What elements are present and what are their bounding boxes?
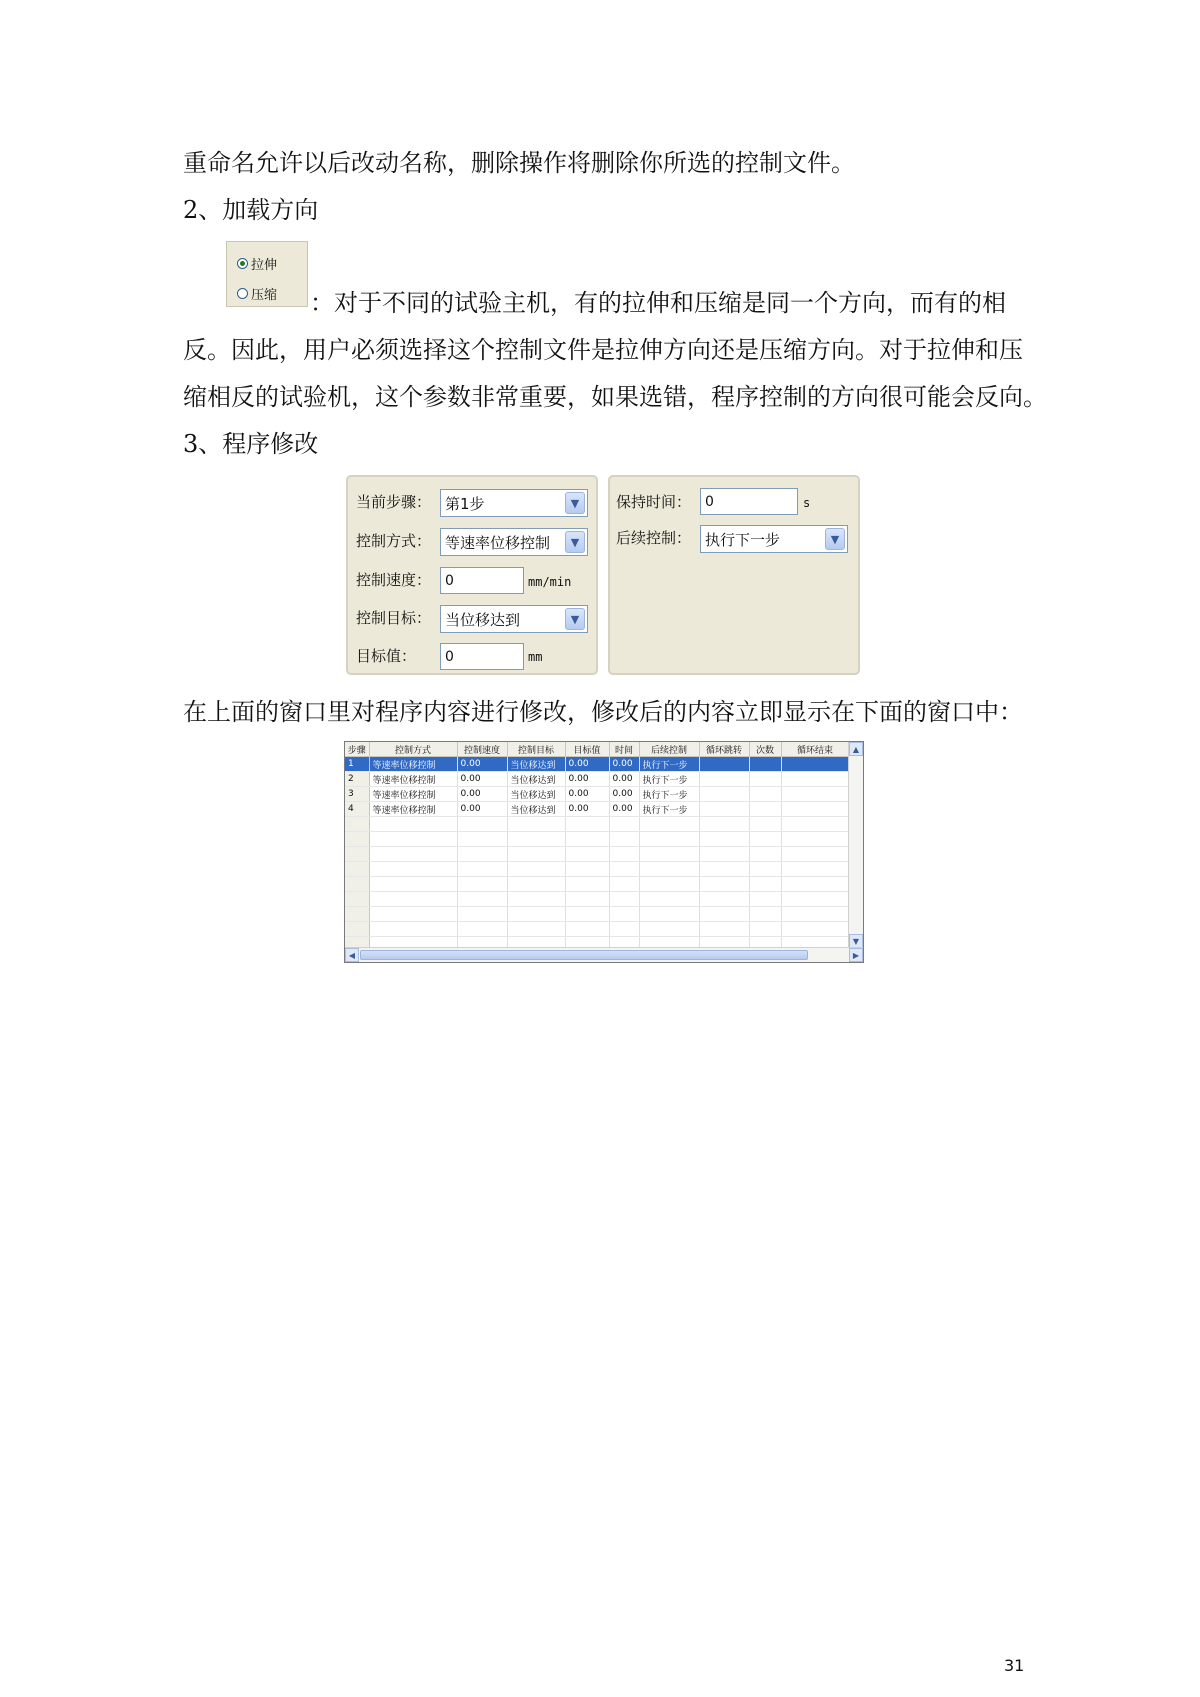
table-cell[interactable]: 0.00 [457, 802, 507, 817]
table-row[interactable] [345, 772, 849, 787]
table-cell[interactable]: 0.00 [609, 787, 639, 802]
table-cell[interactable] [565, 847, 609, 862]
table-cell[interactable] [457, 817, 507, 832]
next-control-label: 后续控制： [616, 529, 692, 547]
table-cell[interactable] [457, 892, 507, 907]
control-speed-label: 控制速度： [356, 571, 432, 589]
table-cell[interactable] [609, 817, 639, 832]
table-row[interactable] [345, 877, 849, 892]
table-cell[interactable] [639, 832, 699, 847]
target-value-value: 0 [445, 648, 454, 665]
table-row[interactable] [345, 907, 849, 922]
page-number: 31 [1004, 1656, 1025, 1675]
table-cell[interactable]: 当位移达到 [507, 757, 565, 772]
column-header[interactable]: 循环结束 [781, 742, 849, 757]
table-cell[interactable]: 等速率位移控制 [369, 757, 457, 772]
row-index-cell[interactable] [345, 817, 369, 832]
table-cell[interactable] [639, 862, 699, 877]
table-cell[interactable] [639, 907, 699, 922]
table-cell[interactable] [781, 862, 849, 877]
control-mode-value: 等速率位移控制 [445, 533, 551, 552]
table-cell[interactable] [457, 907, 507, 922]
table-cell[interactable] [507, 907, 565, 922]
table-cell[interactable] [639, 892, 699, 907]
table-cell[interactable]: 等速率位移控制 [369, 802, 457, 817]
paragraph-edit-description: 在上面的窗口里对程序内容进行修改，修改后的内容立即显示在下面的窗口中： [183, 698, 1023, 726]
table-cell[interactable] [507, 832, 565, 847]
load-direction-panel [226, 241, 308, 307]
table-cell[interactable]: 0.00 [609, 757, 639, 772]
hold-time-input[interactable] [700, 488, 798, 515]
table-cell[interactable] [749, 877, 781, 892]
control-target-label: 控制目标： [356, 609, 432, 627]
table-cell[interactable] [369, 847, 457, 862]
table-cell[interactable] [749, 847, 781, 862]
table-cell[interactable] [507, 892, 565, 907]
chevron-down-icon[interactable]: ▼ [565, 531, 585, 553]
control-speed-input[interactable] [440, 567, 524, 594]
scroll-down-icon[interactable]: ▼ [849, 934, 863, 948]
table-cell[interactable] [565, 922, 609, 937]
table-cell[interactable] [781, 817, 849, 832]
radio-label-compression: 压缩 [251, 288, 278, 303]
row-index-cell[interactable] [345, 907, 369, 922]
next-control-select[interactable] [700, 525, 848, 553]
table-cell[interactable] [781, 832, 849, 847]
table-row[interactable] [345, 892, 849, 907]
vertical-scrollbar[interactable] [848, 742, 863, 948]
table-cell[interactable] [507, 847, 565, 862]
table-cell[interactable] [565, 907, 609, 922]
table-cell[interactable] [699, 847, 749, 862]
column-header[interactable]: 次数 [749, 742, 781, 757]
table-cell[interactable] [609, 907, 639, 922]
table-cell[interactable]: 0.00 [565, 802, 609, 817]
row-index-cell[interactable]: 1 [345, 757, 369, 772]
table-cell[interactable] [749, 832, 781, 847]
table-cell[interactable] [749, 757, 781, 772]
table-cell[interactable]: 0.00 [565, 757, 609, 772]
table-cell[interactable]: 0.00 [609, 772, 639, 787]
table-cell[interactable] [749, 862, 781, 877]
table-cell[interactable] [507, 877, 565, 892]
table-cell[interactable] [639, 817, 699, 832]
table-cell[interactable] [781, 787, 849, 802]
table-cell[interactable] [369, 817, 457, 832]
target-value-input[interactable] [440, 643, 524, 670]
table-cell[interactable]: 0.00 [457, 772, 507, 787]
heading-load-direction: 2、加载方向 [183, 196, 319, 224]
row-index-cell[interactable] [345, 832, 369, 847]
control-target-select[interactable] [440, 605, 588, 633]
radio-checked-icon [237, 258, 248, 269]
table-cell[interactable] [609, 877, 639, 892]
column-header[interactable]: 步骤 [345, 742, 369, 757]
left-group [346, 475, 598, 675]
table-cell[interactable] [457, 862, 507, 877]
paragraph-direction-line3: 缩相反的试验机，这个参数非常重要，如果选错，程序控制的方向很可能会反向。 [183, 383, 1047, 411]
radio-unchecked-icon [237, 288, 248, 299]
table-cell[interactable]: 当位移达到 [507, 802, 565, 817]
table-cell[interactable] [565, 817, 609, 832]
table-cell[interactable] [609, 892, 639, 907]
row-index-cell[interactable]: 4 [345, 802, 369, 817]
table-cell[interactable] [699, 817, 749, 832]
column-header[interactable]: 目标值 [565, 742, 609, 757]
control-mode-select[interactable] [440, 528, 588, 556]
table-cell[interactable] [749, 802, 781, 817]
table-cell[interactable] [699, 772, 749, 787]
table-cell[interactable] [565, 892, 609, 907]
table-cell[interactable] [639, 877, 699, 892]
table-cell[interactable] [699, 802, 749, 817]
next-control-value: 执行下一步 [705, 530, 781, 549]
control-speed-unit: mm/min [528, 575, 572, 589]
table-cell[interactable] [639, 922, 699, 937]
table-cell[interactable]: 当位移达到 [507, 772, 565, 787]
control-mode-label: 控制方式： [356, 532, 432, 550]
scroll-right-icon[interactable]: ▶ [849, 948, 863, 962]
row-index-cell[interactable] [345, 892, 369, 907]
table-cell[interactable] [749, 817, 781, 832]
table-cell[interactable] [749, 922, 781, 937]
table-cell[interactable] [609, 922, 639, 937]
column-header[interactable]: 后续控制 [639, 742, 699, 757]
column-header[interactable]: 时间 [609, 742, 639, 757]
table-cell[interactable] [457, 877, 507, 892]
table-cell[interactable] [699, 922, 749, 937]
table-cell[interactable] [781, 877, 849, 892]
table-cell[interactable] [369, 922, 457, 937]
table-row[interactable] [345, 817, 849, 832]
table-cell[interactable] [699, 832, 749, 847]
current-step-label: 当前步骤： [356, 493, 432, 511]
table-row[interactable] [345, 832, 849, 847]
hold-time-value: 0 [705, 493, 714, 510]
table-cell[interactable] [507, 922, 565, 937]
table-cell[interactable] [507, 862, 565, 877]
chevron-down-icon[interactable]: ▼ [825, 528, 845, 550]
scroll-up-icon[interactable]: ▲ [849, 742, 863, 756]
scroll-thumb[interactable] [360, 950, 808, 960]
current-step-value: 第1步 [445, 494, 485, 513]
table-cell[interactable] [369, 907, 457, 922]
table-cell[interactable] [507, 817, 565, 832]
table-cell[interactable] [781, 847, 849, 862]
table-row[interactable] [345, 922, 849, 937]
table-cell[interactable] [369, 892, 457, 907]
table-cell[interactable]: 执行下一步 [639, 802, 699, 817]
table-cell[interactable]: 当位移达到 [507, 787, 565, 802]
table-cell[interactable] [749, 787, 781, 802]
table-cell[interactable] [609, 862, 639, 877]
table-cell[interactable] [699, 757, 749, 772]
table-cell[interactable]: 0.00 [565, 772, 609, 787]
table-cell[interactable] [749, 892, 781, 907]
table-cell[interactable] [609, 847, 639, 862]
table-row[interactable] [345, 802, 849, 817]
table-cell[interactable]: 0.00 [457, 787, 507, 802]
table-cell[interactable] [457, 922, 507, 937]
row-index-cell[interactable] [345, 922, 369, 937]
column-header[interactable]: 循环跳转 [699, 742, 749, 757]
radio-option-tension[interactable] [237, 254, 277, 273]
table-cell[interactable] [369, 877, 457, 892]
table-cell[interactable] [699, 787, 749, 802]
hold-time-label: 保持时间： [616, 493, 692, 511]
program-edit-panel [346, 475, 860, 677]
radio-option-compression[interactable] [237, 284, 277, 303]
table-cell[interactable]: 执行下一步 [639, 757, 699, 772]
table-cell[interactable] [457, 847, 507, 862]
table-cell[interactable] [565, 877, 609, 892]
table-cell[interactable]: 执行下一步 [639, 787, 699, 802]
table-cell[interactable] [781, 922, 849, 937]
table-cell[interactable] [699, 907, 749, 922]
horizontal-scrollbar[interactable] [345, 947, 863, 962]
row-index-cell[interactable]: 3 [345, 787, 369, 802]
table-cell[interactable]: 0.00 [565, 787, 609, 802]
right-group [608, 475, 860, 675]
table-cell[interactable] [639, 847, 699, 862]
hold-time-unit: s [803, 496, 811, 510]
column-header[interactable]: 控制目标 [507, 742, 565, 757]
chevron-down-icon[interactable]: ▼ [565, 608, 585, 630]
table-cell[interactable]: 等速率位移控制 [369, 772, 457, 787]
step-table[interactable] [345, 742, 850, 952]
table-cell[interactable] [369, 832, 457, 847]
target-value-unit: mm [528, 650, 543, 664]
paragraph-rename-delete: 重命名允许以后改动名称，删除操作将删除你所选的控制文件。 [183, 149, 855, 177]
table-row[interactable] [345, 757, 849, 772]
table-cell[interactable] [565, 832, 609, 847]
heading-program-edit: 3、程序修改 [183, 430, 319, 458]
row-index-cell[interactable] [345, 862, 369, 877]
table-cell[interactable]: 执行下一步 [639, 772, 699, 787]
table-header-row [345, 742, 849, 757]
scroll-left-icon[interactable]: ◀ [345, 948, 359, 962]
table-cell[interactable] [749, 907, 781, 922]
control-speed-value: 0 [445, 572, 454, 589]
step-table-window [344, 741, 864, 963]
table-cell[interactable] [781, 892, 849, 907]
target-value-label: 目标值： [356, 647, 417, 665]
control-target-value: 当位移达到 [445, 610, 521, 629]
table-cell[interactable] [699, 862, 749, 877]
paragraph-direction-line2: 反。因此，用户必须选择这个控制文件是拉伸方向还是压缩方向。对于拉伸和压 [183, 336, 1023, 364]
table-cell[interactable]: 0.00 [609, 802, 639, 817]
row-index-cell[interactable] [345, 847, 369, 862]
table-cell[interactable] [609, 832, 639, 847]
table-cell[interactable]: 等速率位移控制 [369, 787, 457, 802]
table-cell[interactable] [369, 862, 457, 877]
table-cell[interactable] [781, 757, 849, 772]
table-cell[interactable] [565, 862, 609, 877]
table-cell[interactable]: 0.00 [457, 757, 507, 772]
current-step-select[interactable] [440, 489, 588, 517]
paragraph-direction-line1: ：对于不同的试验主机，有的拉伸和压缩是同一个方向，而有的相 [310, 289, 1006, 317]
table-row[interactable] [345, 787, 849, 802]
column-header[interactable]: 控制速度 [457, 742, 507, 757]
row-index-cell[interactable] [345, 877, 369, 892]
row-index-cell[interactable]: 2 [345, 772, 369, 787]
column-header[interactable]: 控制方式 [369, 742, 457, 757]
radio-label-tension: 拉伸 [251, 258, 278, 273]
table-cell[interactable] [781, 907, 849, 922]
table-cell[interactable] [749, 772, 781, 787]
table-cell[interactable] [781, 772, 849, 787]
table-row[interactable] [345, 862, 849, 877]
table-cell[interactable] [699, 877, 749, 892]
table-row[interactable] [345, 847, 849, 862]
table-cell[interactable] [457, 832, 507, 847]
table-cell[interactable] [699, 892, 749, 907]
table-cell[interactable] [781, 802, 849, 817]
chevron-down-icon[interactable]: ▼ [565, 492, 585, 514]
